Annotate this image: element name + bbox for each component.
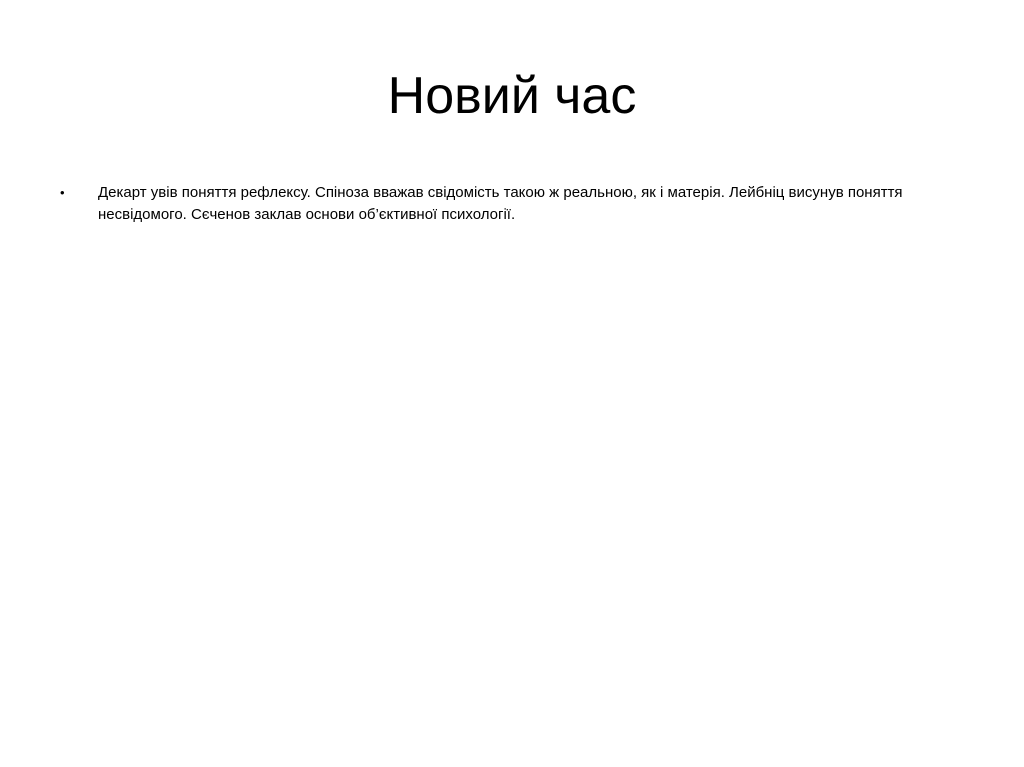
bullet-text: Декарт увів поняття рефлексу. Спіноза вважав свідомість такою ж реальною, як і матерія. Лейбніц висунув поняття несвідомого. Сєченов заклав основи об’єктивної психології. xyxy=(98,184,903,223)
bullet-item xyxy=(56,182,956,226)
bullet-icon: • xyxy=(60,185,65,200)
slide-title: Новий час xyxy=(387,67,637,125)
bullet-list xyxy=(56,182,956,226)
